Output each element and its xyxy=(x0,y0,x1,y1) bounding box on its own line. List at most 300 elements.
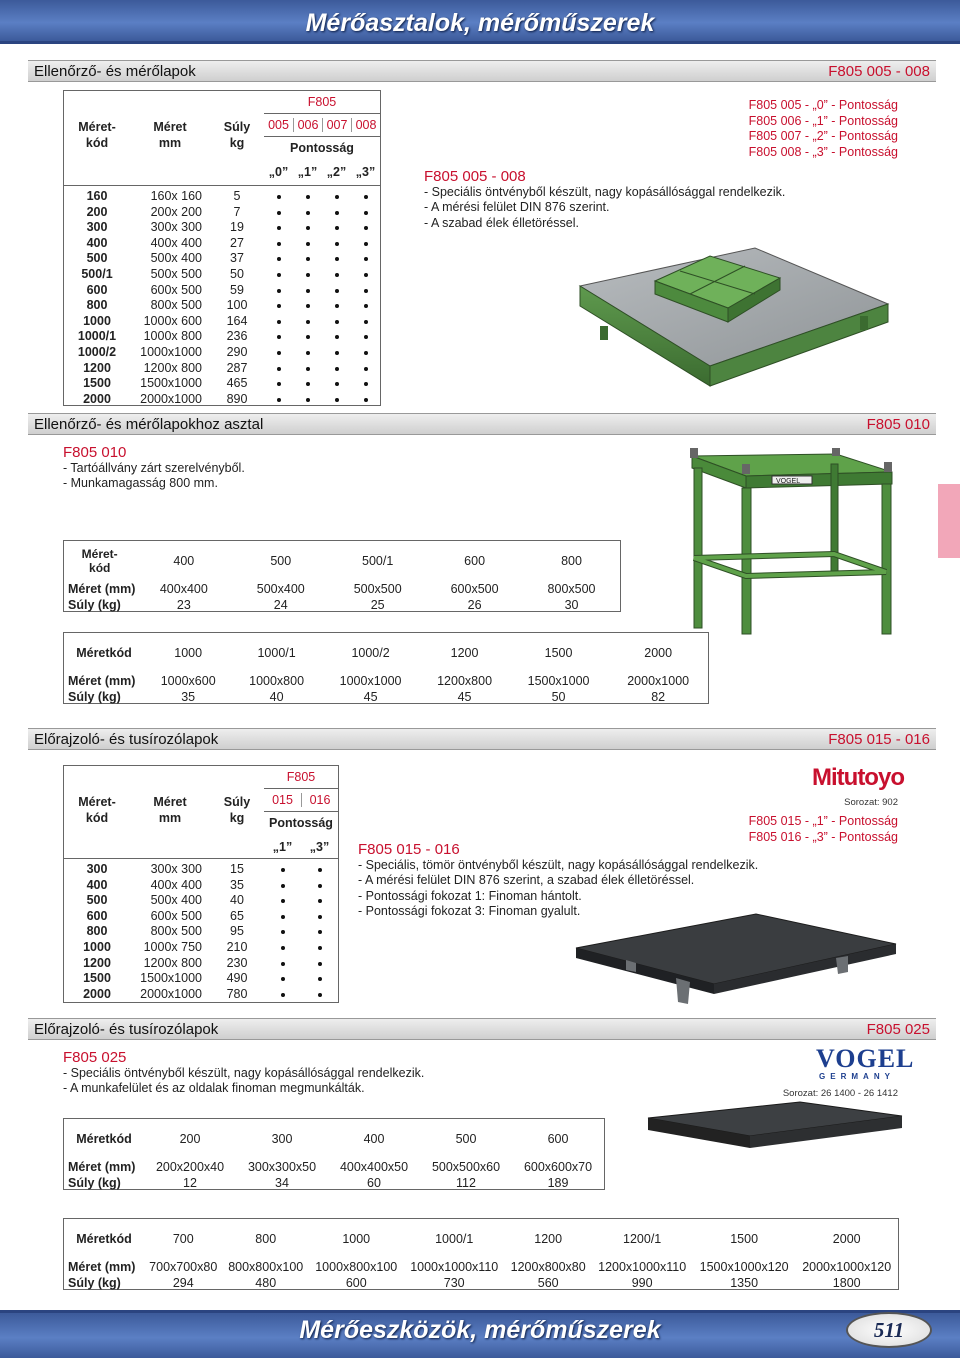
page-title: Mérőasztalok, mérőműszerek xyxy=(305,9,655,37)
row-size: 2000x1000 xyxy=(140,986,202,1001)
availability-dot xyxy=(277,367,281,371)
availability-dot xyxy=(306,304,310,308)
table-f805-005 xyxy=(63,90,381,406)
availability-dot xyxy=(281,962,285,966)
availability-dot xyxy=(306,195,310,199)
size-cell: 500x400 xyxy=(256,582,305,596)
vogel-logo xyxy=(816,1044,915,1081)
weight-cell: 35 xyxy=(181,690,196,704)
row-weight: 19 xyxy=(230,220,244,235)
availability-dot xyxy=(318,868,322,872)
weight-cell: 24 xyxy=(273,598,288,612)
section-title: Előrajzoló- és tusírozólapok xyxy=(34,731,219,748)
availability-dot xyxy=(306,335,310,339)
availability-dot xyxy=(335,211,339,215)
description-line: - Speciális, tömör öntvényből készült, nagy kopásállósággal rendelkezik. xyxy=(358,857,759,872)
row-code: 500 xyxy=(86,251,108,266)
availability-dot xyxy=(281,884,285,888)
section-title: Ellenőrző- és mérőlapok xyxy=(34,63,196,80)
code-cell: 500/1 xyxy=(362,554,394,568)
availability-dot xyxy=(364,320,368,324)
size-cell: 200x200x40 xyxy=(155,1160,225,1174)
availability-dot xyxy=(318,993,322,997)
series-label: Sorozat: 902 xyxy=(844,797,898,808)
footer-title: Mérőeszközök, mérőműszerek xyxy=(299,1316,661,1344)
variant-line: F805 016 - „3” - Pontosság xyxy=(748,829,898,844)
availability-dot xyxy=(335,382,339,386)
mitutoyo-logo: Mitutoyo xyxy=(812,764,904,791)
weight-cell: 45 xyxy=(457,690,472,704)
weight-cell: 560 xyxy=(537,1276,559,1290)
availability-dot xyxy=(277,289,281,293)
header-precision: Pontosság xyxy=(290,141,354,155)
variant-line: F805 008 - „3” - Pontosság xyxy=(748,144,898,159)
precision-column: 015 xyxy=(272,793,293,807)
row-size: 600x 500 xyxy=(150,908,202,923)
row-label: Méret (mm) xyxy=(68,582,136,596)
code-cell: 2000 xyxy=(644,646,673,660)
row-size: 400x 400 xyxy=(150,235,202,250)
weight-cell: 730 xyxy=(443,1276,465,1290)
row-weight: 100 xyxy=(226,298,248,313)
vogel-logo-text: VOGEL xyxy=(816,1044,915,1073)
availability-dot xyxy=(335,273,339,277)
row-weight: 7 xyxy=(233,204,241,219)
availability-dot xyxy=(277,304,281,308)
variant-line: F805 007 - „2” - Pontosság xyxy=(748,129,898,143)
availability-dot xyxy=(277,351,281,355)
row-code: 600 xyxy=(86,282,108,297)
description-line: - A mérési felület DIN 876 szerint, a szabad élek élletöréssel. xyxy=(358,873,695,887)
row-code: 800 xyxy=(86,924,108,939)
row-weight: 465 xyxy=(226,376,248,391)
table-f805-025-a xyxy=(63,1118,605,1190)
availability-dot xyxy=(306,382,310,386)
size-cell: 800x500 xyxy=(547,582,596,596)
row-weight: 95 xyxy=(230,924,244,939)
availability-dot xyxy=(277,257,281,261)
availability-dot xyxy=(364,289,368,293)
variant-line: F805 006 - „1” - Pontosság xyxy=(748,113,898,128)
code-cell: 2000 xyxy=(832,1232,861,1246)
section-code: F805 005 - 008 xyxy=(828,63,930,80)
divider xyxy=(264,136,380,137)
availability-dot xyxy=(306,273,310,277)
availability-dot xyxy=(318,915,322,919)
table-f805-010-a xyxy=(63,540,621,612)
code-cell: 1000/2 xyxy=(351,646,390,660)
row-code: 2000 xyxy=(83,986,111,1001)
availability-dot xyxy=(318,884,322,888)
availability-dot xyxy=(364,195,368,199)
availability-dot xyxy=(277,398,281,402)
row-code: 160 xyxy=(86,189,108,203)
availability-dot xyxy=(318,977,322,981)
row-weight: 210 xyxy=(226,940,248,954)
marking-plate-image xyxy=(566,908,906,1008)
row-size: 800x 500 xyxy=(150,298,202,313)
availability-dot xyxy=(335,242,339,246)
weight-cell: 25 xyxy=(370,598,385,612)
section-header-3 xyxy=(28,728,936,750)
availability-dot xyxy=(364,351,368,355)
availability-dot xyxy=(306,257,310,261)
availability-dot xyxy=(306,226,310,230)
availability-dot xyxy=(364,273,368,277)
size-cell: 1000x600 xyxy=(160,674,216,688)
availability-dot xyxy=(364,242,368,246)
row-code: 1000 xyxy=(83,940,111,954)
code-cell: 700 xyxy=(172,1232,194,1246)
availability-dot xyxy=(281,915,285,919)
precision-grade: „3” xyxy=(355,165,376,179)
code-cell: 1200 xyxy=(534,1232,563,1246)
row-size: 400x 400 xyxy=(150,877,202,892)
code-cell: 400 xyxy=(173,554,195,568)
weight-cell: 990 xyxy=(631,1276,653,1290)
availability-dot xyxy=(277,242,281,246)
header-weight: Súly kg xyxy=(223,795,251,825)
availability-dot xyxy=(335,351,339,355)
row-size: 500x 400 xyxy=(150,251,202,266)
description-line: - Speciális öntvényből készült, nagy kopásállósággal rendelkezik. xyxy=(424,184,786,199)
col-label: Méretkód xyxy=(76,1232,132,1246)
code-cell: 500 xyxy=(270,554,292,568)
availability-dot xyxy=(335,257,339,261)
size-cell: 1200x800x80 xyxy=(510,1260,586,1274)
weight-cell: 600 xyxy=(345,1276,367,1290)
size-cell: 400x400 xyxy=(159,582,208,596)
row-weight: 65 xyxy=(230,908,244,923)
precision-grade: „2” xyxy=(326,165,347,179)
row-size: 1200x 800 xyxy=(143,360,202,375)
row-code: 500 xyxy=(86,893,108,908)
weight-cell: 112 xyxy=(456,1176,476,1190)
availability-dot xyxy=(306,398,310,402)
row-weight: 236 xyxy=(226,329,248,344)
row-size: 1000x1000 xyxy=(140,345,202,359)
header-weight: Súly kg xyxy=(223,120,251,150)
description-line: - Pontossági fokozat 1: Finoman hántolt. xyxy=(358,888,582,903)
availability-dot xyxy=(281,899,285,903)
code-cell: 800 xyxy=(255,1232,277,1246)
availability-dot xyxy=(306,367,310,371)
availability-dot xyxy=(306,320,310,324)
weight-cell: 26 xyxy=(467,598,482,612)
weight-cell: 40 xyxy=(269,690,284,704)
size-cell: 1200x800 xyxy=(437,674,493,688)
description-line: - A mérési felület DIN 876 szerint. xyxy=(424,200,610,214)
availability-dot xyxy=(335,320,339,324)
row-weight: 40 xyxy=(230,893,244,908)
weight-cell: 480 xyxy=(255,1276,277,1290)
row-code: 1000 xyxy=(83,313,111,328)
surface-plate-image xyxy=(560,226,900,396)
row-weight: 890 xyxy=(226,391,248,406)
description-title: F805 025 xyxy=(63,1049,127,1066)
weight-cell: 45 xyxy=(363,690,378,704)
row-label: Súly (kg) xyxy=(68,1276,121,1290)
size-cell: 1500x1000 xyxy=(527,674,590,688)
code-cell: 1000/1 xyxy=(435,1232,474,1246)
row-size: 500x 400 xyxy=(150,893,202,908)
row-label: Méret (mm) xyxy=(68,1260,136,1274)
code-cell: 600 xyxy=(547,1132,569,1146)
divider xyxy=(264,811,338,812)
availability-dot xyxy=(335,195,339,199)
description-line: - Pontossági fokozat 3: Finoman gyalult. xyxy=(358,904,581,918)
availability-dot xyxy=(364,335,368,339)
size-cell: 500x500x60 xyxy=(431,1160,501,1174)
code-cell: 1500 xyxy=(730,1232,759,1246)
divider xyxy=(264,113,380,114)
stand-logo: VOGEL xyxy=(776,478,801,485)
row-size: 160x 160 xyxy=(150,189,202,203)
availability-dot xyxy=(281,946,285,950)
row-size: 2000x1000 xyxy=(140,391,202,406)
description-title: F805 015 - 016 xyxy=(358,841,460,858)
size-cell: 300x300x50 xyxy=(247,1160,317,1174)
page-tab-marker xyxy=(938,484,960,558)
row-code: 1200 xyxy=(83,955,111,970)
code-cell: 600 xyxy=(464,554,486,568)
availability-dot xyxy=(364,367,368,371)
row-size: 800x 500 xyxy=(150,924,202,939)
availability-dot xyxy=(277,211,281,215)
row-weight: 37 xyxy=(230,251,244,266)
availability-dot xyxy=(306,211,310,215)
availability-dot xyxy=(335,289,339,293)
col-label: Méretkód xyxy=(76,1132,132,1146)
table-f805-010-b xyxy=(63,632,709,704)
row-label: Súly (kg) xyxy=(68,690,121,704)
availability-dot xyxy=(364,382,368,386)
precision-column: 005 xyxy=(268,118,289,132)
size-cell: 1000x1000x110 xyxy=(410,1260,499,1274)
code-cell: 1200/1 xyxy=(623,1232,662,1246)
row-code: 500/1 xyxy=(81,267,113,281)
availability-dot xyxy=(277,320,281,324)
availability-dot xyxy=(306,351,310,355)
header-precision: Pontosság xyxy=(269,816,333,830)
divider xyxy=(64,858,338,859)
code-cell: 1000 xyxy=(174,646,203,660)
header-code: Méret- kód xyxy=(78,795,116,825)
availability-dot xyxy=(335,398,339,402)
size-cell: 1200x1000x110 xyxy=(598,1260,687,1274)
availability-dot xyxy=(364,304,368,308)
availability-dot xyxy=(364,226,368,230)
row-code: 1000/1 xyxy=(77,329,117,344)
availability-dot xyxy=(281,993,285,997)
row-size: 1000x 600 xyxy=(143,313,202,328)
row-size: 1500x1000 xyxy=(140,376,202,391)
size-cell: 1000x800 xyxy=(249,674,305,688)
row-weight: 15 xyxy=(230,862,244,876)
section-title: Ellenőrző- és mérőlapokhoz asztal xyxy=(34,416,264,433)
col-label: Méret- kód xyxy=(81,547,118,575)
availability-dot xyxy=(281,977,285,981)
row-weight: 230 xyxy=(226,955,248,970)
precision-column: 006 xyxy=(293,118,322,132)
description-line: - A szabad élek élletöréssel. xyxy=(424,215,579,230)
section-title: Előrajzoló- és tusírozólapok xyxy=(34,1021,219,1038)
row-weight: 780 xyxy=(226,986,248,1001)
row-weight: 27 xyxy=(230,235,244,250)
availability-dot xyxy=(335,226,339,230)
variant-list xyxy=(600,98,898,160)
precision-column: 007 xyxy=(322,118,351,132)
description-title: F805 005 - 008 xyxy=(424,168,526,185)
availability-dot xyxy=(277,273,281,277)
row-weight: 35 xyxy=(230,877,244,892)
size-cell: 600x600x70 xyxy=(523,1160,593,1174)
availability-dot xyxy=(335,367,339,371)
row-weight: 164 xyxy=(226,313,248,328)
header-size: Méret mm xyxy=(153,795,187,825)
size-cell: 500x500 xyxy=(353,582,402,596)
code-cell: 1200 xyxy=(450,646,479,660)
availability-dot xyxy=(318,946,322,950)
row-label: Súly (kg) xyxy=(68,598,121,612)
section-header-2 xyxy=(28,413,936,435)
code-cell: 500 xyxy=(455,1132,477,1146)
row-weight: 287 xyxy=(226,360,248,375)
weight-cell: 189 xyxy=(547,1176,569,1190)
size-cell: 800x800x100 xyxy=(228,1260,304,1274)
row-size: 1200x 800 xyxy=(143,955,202,970)
size-cell: 600x500 xyxy=(450,582,499,596)
description-line: - Speciális öntvényből készült, nagy kopásállósággal rendelkezik. xyxy=(63,1065,425,1080)
weight-cell: 1350 xyxy=(730,1276,759,1290)
header-group: F805 xyxy=(307,95,337,109)
availability-dot xyxy=(318,899,322,903)
weight-cell: 23 xyxy=(176,598,191,612)
section-header-4 xyxy=(28,1018,936,1040)
availability-dot xyxy=(306,289,310,293)
row-code: 200 xyxy=(86,204,108,219)
description-line: - Tartóállvány zárt szerelvényből. xyxy=(63,460,245,475)
vogel-logo-sub: GERMANY xyxy=(819,1072,895,1081)
variant-list xyxy=(600,814,898,845)
precision-grade: „1” xyxy=(272,840,293,854)
row-code: 1200 xyxy=(83,360,111,375)
row-weight: 50 xyxy=(230,267,244,281)
weight-cell: 294 xyxy=(172,1276,194,1290)
table-f805-025-b xyxy=(63,1218,899,1290)
header-group: F805 xyxy=(286,770,316,784)
row-size: 1000x 750 xyxy=(143,940,202,954)
row-code: 300 xyxy=(86,220,108,235)
availability-dot xyxy=(277,226,281,230)
precision-column: 008 xyxy=(351,118,380,132)
code-cell: 400 xyxy=(363,1132,385,1146)
weight-cell: 30 xyxy=(564,598,579,612)
description-line: - Munkamagasság 800 mm. xyxy=(63,476,218,490)
weight-cell: 1800 xyxy=(832,1276,861,1290)
availability-dot xyxy=(318,930,322,934)
code-cell: 200 xyxy=(179,1132,201,1146)
table-stand-image xyxy=(676,448,906,638)
section-code: F805 015 - 016 xyxy=(828,731,930,748)
precision-grade: „1” xyxy=(297,165,318,179)
row-code: 800 xyxy=(86,298,108,313)
availability-dot xyxy=(364,211,368,215)
precision-column: 016 xyxy=(301,793,338,807)
header-size: Méret mm xyxy=(153,120,187,150)
row-weight: 490 xyxy=(226,971,248,986)
description-block xyxy=(63,1050,424,1097)
series-label: Sorozat: 26 1400 - 26 1412 xyxy=(782,1088,898,1099)
variant-line: F805 005 - „0” - Pontosság xyxy=(748,98,898,112)
row-code: 2000 xyxy=(83,391,111,406)
description-block xyxy=(63,445,245,492)
row-code: 1000/2 xyxy=(77,345,117,359)
availability-dot xyxy=(364,257,368,261)
row-size: 500x 500 xyxy=(150,267,202,281)
variant-line: F805 015 - „1” - Pontosság xyxy=(748,814,898,828)
size-cell: 2000x1000x120 xyxy=(802,1260,892,1274)
row-size: 600x 500 xyxy=(150,282,202,297)
row-weight: 5 xyxy=(233,189,241,203)
weight-cell: 50 xyxy=(551,690,566,704)
availability-dot xyxy=(318,962,322,966)
availability-dot xyxy=(335,304,339,308)
size-cell: 700x700x80 xyxy=(149,1260,218,1274)
header-code: Méret- kód xyxy=(78,120,116,150)
row-code: 400 xyxy=(86,235,108,250)
row-label: Súly (kg) xyxy=(68,1176,121,1190)
divider xyxy=(64,185,380,186)
col-label: Méretkód xyxy=(76,646,132,660)
precision-grade: „3” xyxy=(309,840,330,854)
row-label: Méret (mm) xyxy=(68,674,136,688)
size-cell: 1000x1000 xyxy=(339,674,402,688)
code-cell: 800 xyxy=(561,554,582,568)
weight-cell: 82 xyxy=(651,690,666,704)
availability-dot xyxy=(281,868,285,872)
table-f805-015 xyxy=(63,765,339,1003)
weight-cell: 34 xyxy=(275,1176,289,1190)
code-cell: 300 xyxy=(271,1132,293,1146)
code-cell: 1000/1 xyxy=(257,646,296,660)
size-cell: 2000x1000 xyxy=(627,674,690,688)
availability-dot xyxy=(364,398,368,402)
availability-dot xyxy=(306,242,310,246)
availability-dot xyxy=(277,335,281,339)
row-code: 1500 xyxy=(83,376,111,391)
row-code: 300 xyxy=(86,862,108,876)
code-cell: 1000 xyxy=(342,1232,371,1246)
size-cell: 1500x1000x120 xyxy=(699,1260,789,1274)
availability-dot xyxy=(335,335,339,339)
row-size: 300x 300 xyxy=(150,220,202,235)
row-code: 400 xyxy=(86,877,108,892)
row-code: 1500 xyxy=(83,971,111,986)
row-code: 600 xyxy=(86,908,108,923)
section-code: F805 010 xyxy=(866,416,930,433)
availability-dot xyxy=(281,930,285,934)
row-size: 300x 300 xyxy=(150,862,202,876)
code-cell: 1500 xyxy=(544,646,573,660)
description-title: F805 010 xyxy=(63,444,127,461)
vogel-plate-image xyxy=(640,1098,910,1154)
weight-cell: 12 xyxy=(183,1176,197,1190)
description-block xyxy=(424,169,785,231)
row-label: Méret (mm) xyxy=(68,1160,136,1174)
section-header-1 xyxy=(28,60,936,82)
size-cell: 400x400x50 xyxy=(339,1160,409,1174)
